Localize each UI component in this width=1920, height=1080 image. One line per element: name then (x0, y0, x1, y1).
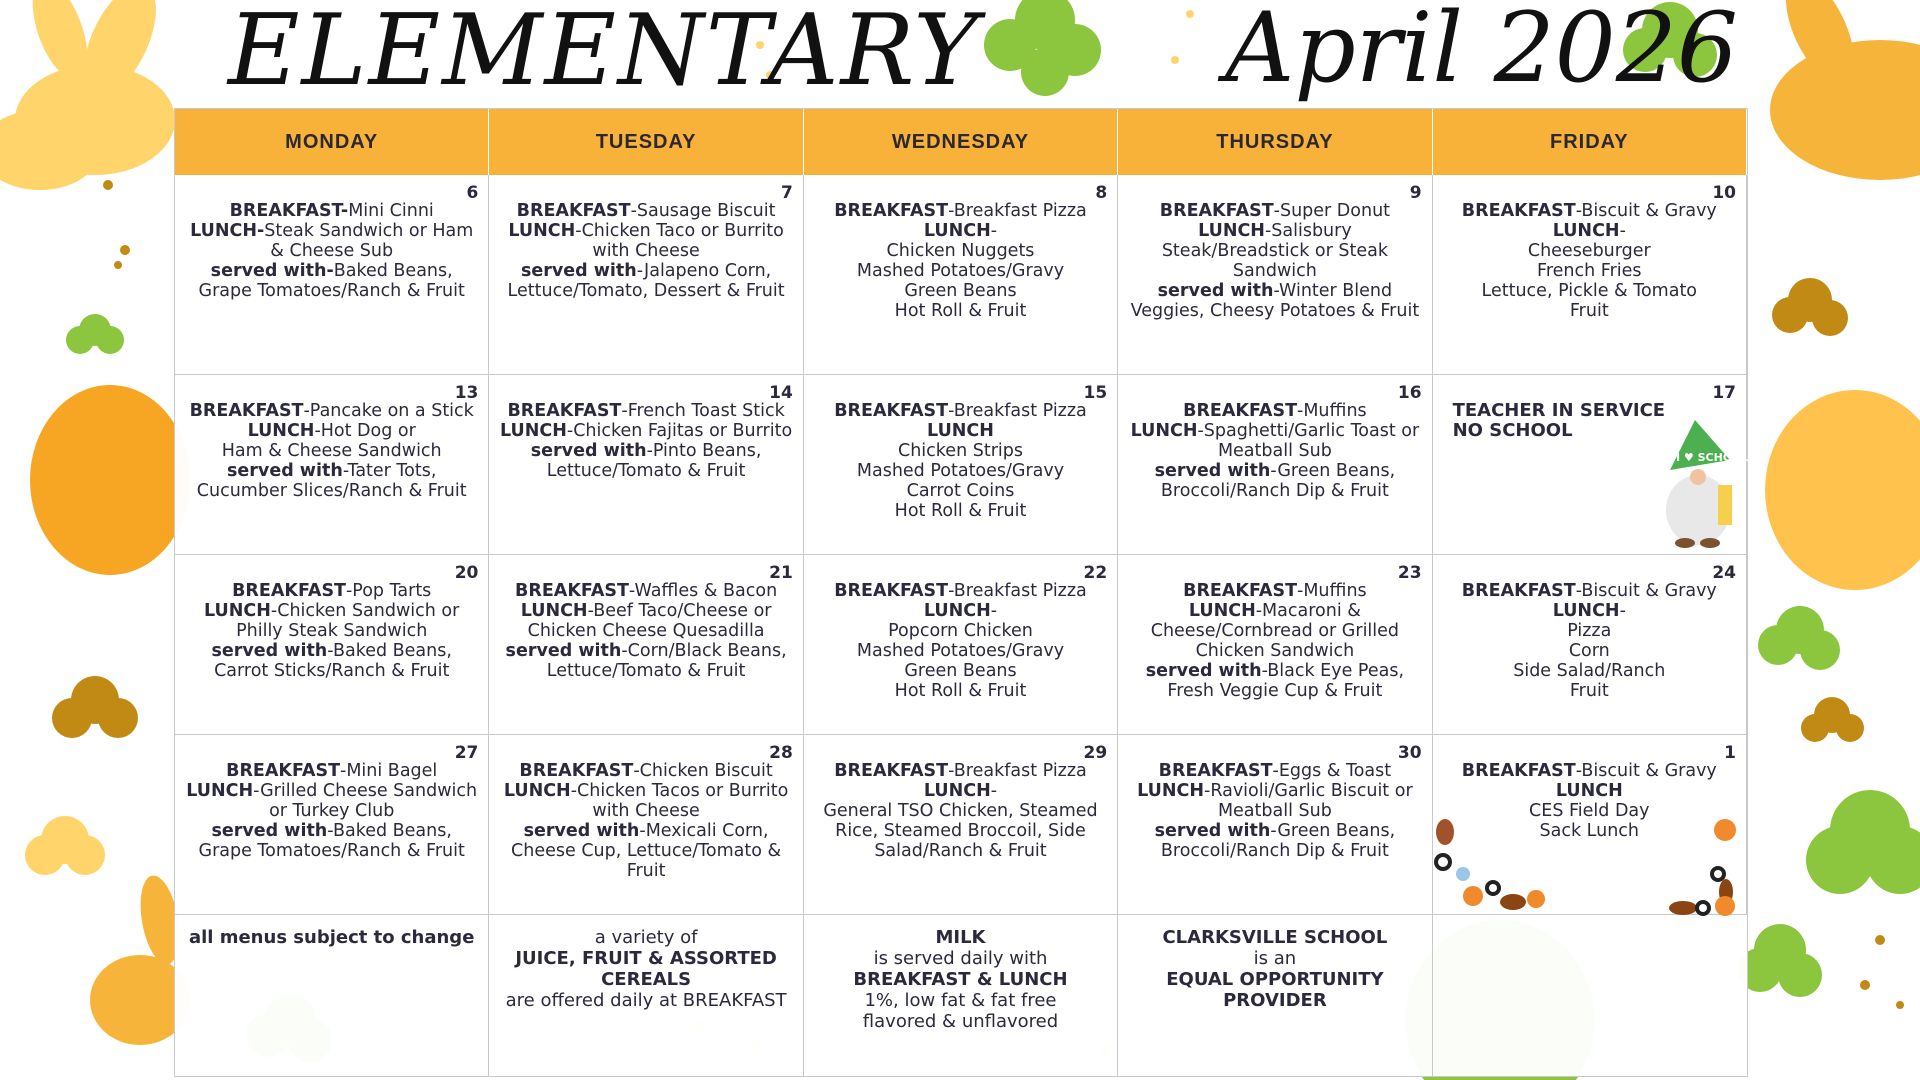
menu-line-label: served with (211, 641, 328, 661)
menu-calendar (174, 108, 1748, 1077)
menu-line (1126, 461, 1423, 501)
menu-line (183, 201, 480, 221)
menu-line-text: -Breakfast Pizza (948, 761, 1087, 781)
menu-line-text: 1%, low fat & fat free (864, 990, 1057, 1011)
calendar-day-cell (175, 555, 489, 735)
menu-line (812, 301, 1109, 321)
menu-line-label: LUNCH (1130, 421, 1198, 441)
menu-line (812, 261, 1109, 281)
menu-line-text: Green Beans (904, 281, 1017, 301)
menu-line-text: -Salisbury Steak/Breadstick or Steak Sandwich (1161, 221, 1388, 281)
calendar-day-cell (489, 555, 803, 735)
day-number: 1 (1724, 743, 1736, 763)
flower-icon (25, 816, 105, 875)
menu-line-text: Sack Lunch (1539, 821, 1640, 841)
menu-line-text: Chicken Strips (898, 441, 1023, 461)
menu-line-text: -Pancake on a Stick (303, 401, 474, 421)
calendar-day-cell (804, 175, 1118, 375)
menu-line (497, 261, 794, 301)
menu-line-label: BREAKFAST (515, 581, 629, 601)
calendar-day-cell (1118, 175, 1432, 375)
day-number: 16 (1397, 383, 1422, 403)
calendar-day-cell (1118, 555, 1432, 735)
menu-line (1441, 201, 1738, 221)
menu-line-text: Fruit (1569, 301, 1609, 321)
calendar-day-cell (1118, 735, 1432, 915)
menu-line-text: Carrot Coins (906, 481, 1015, 501)
menu-line (812, 621, 1109, 641)
menu-line-text: Hot Roll & Fruit (894, 301, 1027, 321)
menu-line-text: - (1619, 221, 1626, 241)
menu-line (812, 581, 1109, 601)
menu-line-text: -Waffles & Bacon (628, 581, 778, 601)
menu-line (183, 461, 480, 501)
menu-line-label: served with (1154, 461, 1271, 481)
menu-line (183, 641, 480, 681)
menu-line-text: -Super Donut (1273, 201, 1391, 221)
menu-line (1441, 241, 1738, 261)
menu-line-text: a variety of (594, 927, 698, 948)
menu-line (497, 601, 794, 641)
menu-line-label: BREAKFAST (1461, 761, 1576, 781)
menu-line-text: -Muffins (1297, 581, 1367, 601)
menu-line-text: Mashed Potatoes/Gravy (856, 461, 1065, 481)
day-number: 13 (454, 383, 479, 403)
menu-line (499, 990, 792, 1011)
day-number: 22 (1083, 563, 1108, 583)
menu-line-label: served with (530, 441, 647, 461)
day-number: 28 (769, 743, 793, 763)
day-number: 29 (1083, 743, 1108, 763)
menu-line (1441, 621, 1738, 641)
menu-line-text: CES Field Day (1529, 801, 1650, 821)
menu-line (1126, 781, 1423, 821)
bunny-icon (0, 0, 175, 190)
menu-line (1441, 641, 1738, 661)
menu-line (812, 641, 1109, 661)
menu-line (812, 441, 1109, 461)
menu-line-label: EQUAL OPPORTUNITY PROVIDER (1166, 969, 1384, 1011)
menu-line-label: BREAKFAST (519, 761, 634, 781)
menu-line (812, 221, 1109, 241)
day-number: 15 (1083, 383, 1108, 403)
menu-line-label: served with- (210, 261, 334, 281)
day-header-thursday: THURSDAY (1118, 109, 1432, 175)
menu-line (183, 781, 480, 821)
menu-line-label: LUNCH (927, 421, 994, 441)
gnome-icon (1650, 415, 1749, 545)
menu-line-text: Green Beans (904, 661, 1017, 681)
menu-line-label: BREAKFAST (516, 201, 631, 221)
menu-line-label: BREAKFAST (834, 761, 949, 781)
menu-line-text: -Mexicali Corn, Cheese Cup, Lettuce/Tomato & Fruit (511, 821, 782, 881)
calendar-day-cell (175, 175, 489, 375)
menu-line-text: - (1619, 601, 1626, 621)
menu-line (497, 581, 794, 601)
menu-line-text: Fruit (1569, 681, 1609, 701)
menu-line-label: BREAKFAST & LUNCH (853, 969, 1068, 990)
menu-line-label: LUNCH- (190, 221, 265, 241)
menu-line-text: -Biscuit & Gravy (1575, 201, 1717, 221)
menu-line (1441, 281, 1738, 301)
menu-line-text: -Breakfast Pizza (948, 201, 1087, 221)
menu-line-text: -Beef Taco/Cheese or Chicken Cheese Quesadilla (527, 601, 772, 641)
info-note-wed (804, 915, 1118, 1076)
menu-line (497, 761, 794, 781)
menu-line-label: LUNCH (923, 601, 991, 621)
menu-line-label: MILK (935, 927, 986, 948)
menu-line-label: BREAKFAST (226, 761, 341, 781)
menu-line-text: is an (1253, 948, 1297, 969)
menu-line (183, 821, 480, 861)
menu-line (499, 927, 792, 948)
menu-line-label: LUNCH (247, 421, 315, 441)
menu-line-text: -Biscuit & Gravy (1575, 581, 1717, 601)
menu-line (1126, 421, 1423, 461)
menu-line (1441, 681, 1738, 701)
menu-line-label: BREAKFAST (1159, 201, 1274, 221)
menu-line (1126, 401, 1423, 421)
menu-line-text: Pizza (1567, 621, 1612, 641)
menu-line-text: - (990, 221, 998, 241)
menu-line (814, 990, 1107, 1011)
menu-line (1441, 581, 1738, 601)
menu-line (183, 401, 480, 421)
menu-line-text: Lettuce, Pickle & Tomato (1481, 281, 1698, 301)
menu-line-label: BREAKFAST (1183, 401, 1298, 421)
day-number: 14 (769, 383, 793, 403)
menu-line-text: -Chicken Sandwich or Philly Steak Sandwich (236, 601, 460, 641)
menu-line-label: LUNCH (1552, 221, 1620, 241)
day-number: 23 (1397, 563, 1422, 583)
menu-line (185, 927, 478, 948)
menu-line-label: served with (1154, 821, 1271, 841)
menu-line (812, 281, 1109, 301)
menu-line-label: LUNCH (520, 601, 588, 621)
menu-line-label: JUICE, FRUIT & ASSORTED CEREALS (515, 948, 777, 990)
menu-line-label: LUNCH (923, 781, 991, 801)
menu-line-label: LUNCH (508, 221, 576, 241)
menu-line-label: LUNCH (923, 221, 991, 241)
day-number: 20 (454, 563, 479, 583)
menu-line (1128, 948, 1421, 969)
menu-line (812, 601, 1109, 621)
day-header-friday: FRIDAY (1433, 109, 1747, 175)
menu-line-label: BREAKFAST (507, 401, 622, 421)
menu-line-text: are offered daily at BREAKFAST (505, 990, 787, 1011)
menu-line-label: BREAKFAST (1158, 761, 1273, 781)
calendar-day-cell (1433, 735, 1747, 915)
menu-line-text: -Chicken Taco or Burrito with Cheese (575, 221, 784, 261)
menu-line-text: -Tater Tots, Cucumber Slices/Ranch & Fruit (196, 461, 467, 501)
menu-line (812, 461, 1109, 481)
day-number: 8 (1095, 183, 1108, 203)
menu-line-text: -French Toast Stick (621, 401, 785, 421)
day-number: 24 (1712, 563, 1736, 583)
menu-line-label: LUNCH (1555, 781, 1623, 801)
menu-line (497, 421, 794, 441)
menu-line-text: -Chicken Biscuit (633, 761, 773, 781)
day-number: 30 (1397, 743, 1422, 763)
menu-line-label: served with (520, 261, 637, 281)
menu-line (499, 948, 792, 990)
menu-line-label: BREAKFAST (834, 401, 949, 421)
menu-line (1441, 261, 1738, 281)
menu-line (1441, 221, 1738, 241)
menu-line-text: Hot Roll & Fruit (894, 681, 1027, 701)
menu-line-label: served with (523, 821, 640, 841)
menu-line-text: Mashed Potatoes/Gravy (856, 261, 1065, 281)
menu-line-text: -Biscuit & Gravy (1575, 761, 1717, 781)
menu-line-label: LUNCH (500, 421, 567, 441)
menu-line (814, 969, 1107, 990)
menu-line-label: LUNCH (204, 601, 271, 621)
day-number: 17 (1712, 383, 1736, 403)
day-number: 21 (769, 563, 793, 583)
menu-line (812, 501, 1109, 521)
menu-line-label: BREAKFAST- (229, 201, 349, 221)
day-number: 6 (466, 183, 479, 203)
menu-line-label: LUNCH (1137, 781, 1204, 801)
menu-line (1126, 601, 1423, 661)
menu-line-text: -Black Eye Peas, Fresh Veggie Cup & Fruit (1167, 661, 1405, 701)
menu-line (497, 401, 794, 421)
menu-line-label: served with (1145, 661, 1262, 681)
menu-line-text: Baked Beans, Grape Tomatoes/Ranch & Fruit (198, 261, 465, 301)
menu-line (1126, 761, 1423, 781)
calendar-day-cell (1433, 555, 1747, 735)
menu-line (1126, 661, 1423, 701)
menu-line (812, 801, 1109, 861)
menu-line-label: BREAKFAST (1461, 201, 1576, 221)
menu-line-text: -Grilled Cheese Sandwich or Turkey Club (253, 781, 478, 821)
menu-line-text: -Breakfast Pizza (948, 581, 1087, 601)
menu-line (812, 401, 1109, 421)
menu-line (1126, 821, 1423, 861)
svg-text:I ♥ SCHOOL: I ♥ SCHOOL (1675, 451, 1749, 464)
menu-line-label: BREAKFAST (189, 401, 304, 421)
menu-line-text: -Winter Blend Veggies, Cheesy Potatoes & Fruit (1130, 281, 1420, 321)
menu-line-text: Steak Sandwich or Ham & Cheese Sub (264, 221, 474, 261)
page-title-month: April 2026 (1225, 0, 1738, 104)
menu-line (812, 681, 1109, 701)
bunny-icon (1770, 0, 1920, 180)
menu-line-text: -Chicken Tacos or Burrito with Cheese (570, 781, 789, 821)
menu-line (497, 441, 794, 481)
menu-line-text: -Macaroni & Cheese/Cornbread or Grilled Chicken Sandwich (1150, 601, 1400, 661)
menu-line (814, 948, 1107, 969)
menu-line (814, 927, 1107, 948)
calendar-day-cell (804, 375, 1118, 555)
menu-line-text: Side Salad/Ranch (1513, 661, 1666, 681)
sports-balls-icon (1433, 804, 1739, 914)
menu-line-text: flavored & unflavored (862, 1011, 1059, 1032)
menu-line-label: BREAKFAST (834, 581, 949, 601)
info-note-thu (1118, 915, 1432, 1076)
menu-line (812, 421, 1109, 441)
menu-line-text: Hot Roll & Fruit (894, 501, 1027, 521)
menu-line (812, 241, 1109, 261)
menu-line (812, 661, 1109, 681)
day-number: 27 (454, 743, 479, 763)
calendar-day-cell (804, 735, 1118, 915)
calendar-day-cell (175, 735, 489, 915)
menu-line-text: Mini Cinni (348, 201, 434, 221)
menu-line-text: - (990, 781, 998, 801)
menu-line (183, 581, 480, 601)
teacher-in-service-note: NO SCHOOL (1452, 420, 1573, 441)
empty-note-cell (1433, 915, 1747, 1076)
menu-line (1128, 927, 1421, 948)
menu-line-text: Ham & Cheese Sandwich (221, 441, 442, 461)
menu-line-text: -Ravioli/Garlic Biscuit or Meatball Sub (1204, 781, 1413, 821)
calendar-day-cell (489, 735, 803, 915)
menu-line-text: -Chicken Fajitas or Burrito (566, 421, 793, 441)
menu-line (812, 781, 1109, 801)
calendar-day-cell (175, 375, 489, 555)
menu-line-text: -Pop Tarts (345, 581, 432, 601)
menu-line-label: LUNCH (1198, 221, 1265, 241)
menu-line-text: -Corn/Black Beans, Lettuce/Tomato & Fruit (546, 641, 787, 681)
menu-line-text: French Fries (1537, 261, 1642, 281)
day-number: 9 (1409, 183, 1422, 203)
info-note-mon (175, 915, 489, 1076)
menu-line (183, 261, 480, 301)
menu-line-label: BREAKFAST (1461, 581, 1576, 601)
menu-line-text: -Green Beans, Broccoli/Ranch Dip & Fruit (1160, 821, 1396, 861)
menu-line-text: Mashed Potatoes/Gravy (856, 641, 1065, 661)
menu-line-text: -Baked Beans, Carrot Sticks/Ranch & Fruit (214, 641, 452, 681)
day-number: 10 (1712, 183, 1736, 203)
menu-line-text: -Eggs & Toast (1272, 761, 1392, 781)
menu-line-text: -Green Beans, Broccoli/Ranch Dip & Fruit (1160, 461, 1396, 501)
menu-line-label: LUNCH (1188, 601, 1256, 621)
menu-line (497, 221, 794, 261)
menu-line-label: served with (211, 821, 328, 841)
menu-line (1126, 221, 1423, 281)
menu-line (183, 441, 480, 461)
menu-line-text: -Sausage Biscuit (630, 201, 776, 221)
menu-line (1441, 781, 1738, 801)
menu-line (814, 1011, 1107, 1032)
menu-line-label: served with (227, 461, 343, 481)
menu-line (812, 481, 1109, 501)
info-note-tue (489, 915, 803, 1076)
menu-line (1441, 601, 1738, 621)
menu-line (1126, 581, 1423, 601)
menu-line-text: -Baked Beans, Grape Tomatoes/Ranch & Fruit (198, 821, 465, 861)
teacher-in-service-note: TEACHER IN SERVICE (1452, 400, 1666, 421)
menu-line-text: Corn (1568, 641, 1610, 661)
calendar-day-cell (804, 555, 1118, 735)
menu-line-text: -Breakfast Pizza (948, 401, 1087, 421)
menu-line (1126, 201, 1423, 221)
day-number: 7 (780, 183, 793, 203)
menu-line-label: served with (1157, 281, 1274, 301)
menu-line-text: Popcorn Chicken (888, 621, 1033, 641)
menu-line-text: -Muffins (1297, 401, 1367, 421)
menu-line (183, 221, 480, 261)
menu-line-text: General TSO Chicken, Steamed Rice, Steamed Broccoil, Side Salad/Ranch & Fruit (823, 801, 1098, 861)
calendar-day-cell (1118, 375, 1432, 555)
menu-line-text: Chicken Nuggets (886, 241, 1035, 261)
menu-line-label: served with (505, 641, 622, 661)
menu-line-label: LUNCH (186, 781, 254, 801)
menu-line-label: BREAKFAST (834, 201, 949, 221)
menu-line (1128, 969, 1421, 1011)
menu-line-text: -Spaghetti/Garlic Toast or Meatball Sub (1197, 421, 1420, 461)
menu-line (1126, 281, 1423, 321)
calendar-day-cell (1433, 175, 1747, 375)
menu-line-text: -Hot Dog or (314, 421, 416, 441)
menu-line-label: LUNCH (503, 781, 571, 801)
menu-line-text: is served daily with (873, 948, 1048, 969)
calendar-day-cell (489, 175, 803, 375)
menu-line (812, 761, 1109, 781)
calendar-day-cell (1433, 375, 1747, 555)
menu-line-text: Cheeseburger (1527, 241, 1651, 261)
menu-line-label: all menus subject to change (188, 927, 475, 948)
menu-line-label: CLARKSVILLE SCHOOL (1162, 927, 1388, 948)
menu-line (497, 781, 794, 821)
menu-line (812, 201, 1109, 221)
menu-line (183, 421, 480, 441)
day-header-monday: MONDAY (175, 109, 489, 175)
page-title-elementary: ELEMENTARY (228, 0, 981, 108)
menu-line (497, 821, 794, 881)
menu-line (183, 601, 480, 641)
menu-line (1441, 301, 1738, 321)
menu-line-text: - (990, 601, 998, 621)
menu-line-text: -Pinto Beans, Lettuce/Tomato & Fruit (546, 441, 762, 481)
menu-line (497, 641, 794, 681)
menu-line-label: BREAKFAST (232, 581, 346, 601)
menu-line (497, 201, 794, 221)
menu-line (1441, 761, 1738, 781)
menu-line (183, 761, 480, 781)
menu-line-text: -Mini Bagel (340, 761, 438, 781)
day-header-wednesday: WEDNESDAY (804, 109, 1118, 175)
menu-line-text: -Jalapeno Corn, Lettuce/Tomato, Dessert & Fruit (507, 261, 785, 301)
day-header-tuesday: TUESDAY (489, 109, 803, 175)
menu-line-label: LUNCH (1552, 601, 1620, 621)
menu-line-label: BREAKFAST (1183, 581, 1298, 601)
menu-line (1441, 661, 1738, 681)
calendar-day-cell (489, 375, 803, 555)
